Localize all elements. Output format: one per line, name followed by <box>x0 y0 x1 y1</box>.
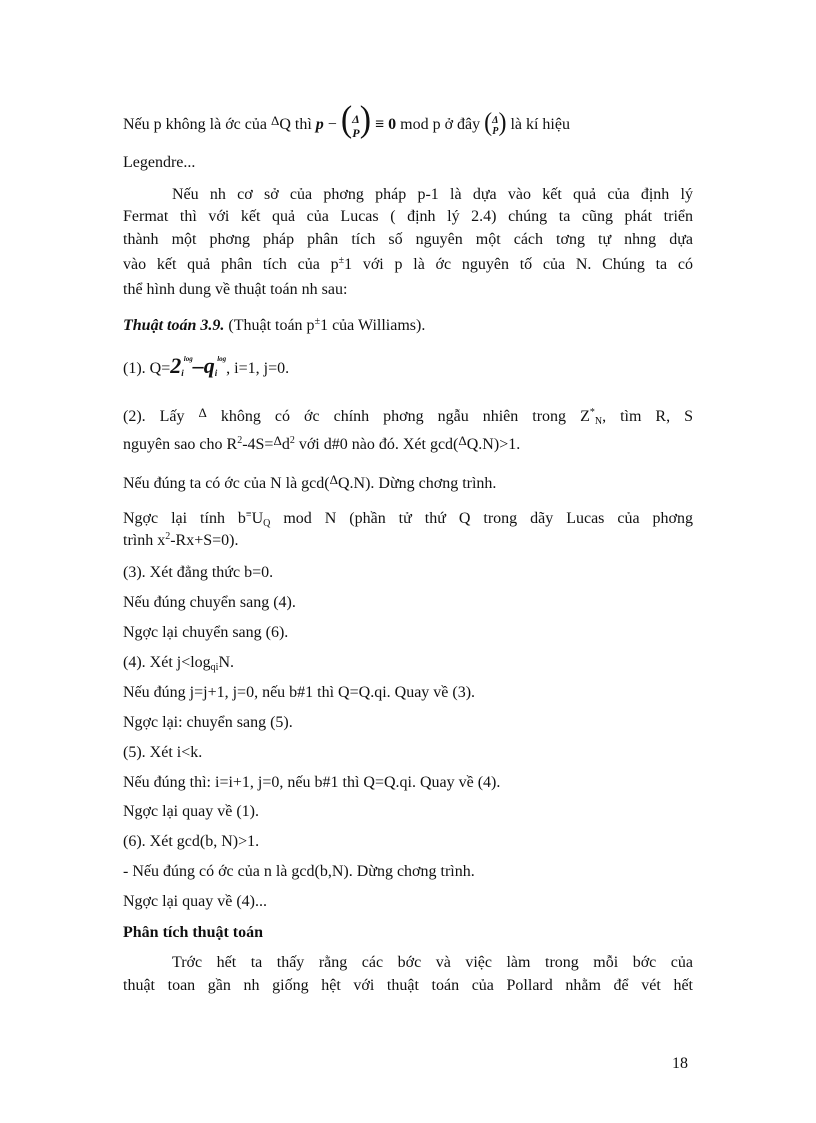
text: không có ớc chính phơng ngẫu nhiên trong Z <box>206 408 590 425</box>
step-3: (3). Xét đẳng thức b=0. <box>123 564 274 581</box>
plus-minus-symbol: ± <box>338 255 345 266</box>
delta-symbol: Δ <box>270 112 280 128</box>
step-4: (4). Xét $j<\log_{qi}N$. <box>123 654 235 673</box>
section-heading: Phân tích thuật toán <box>123 924 264 941</box>
frac-top: Δ <box>492 115 499 127</box>
algorithm-label: Thuật toán 3.9. <box>123 317 225 334</box>
legendre-symbol-2: (Δ P) <box>484 108 507 138</box>
delta-symbol: Δ <box>329 472 338 487</box>
step-3-yes: Nếu đúng chuyển sang (4). <box>123 594 296 611</box>
step-2-line-5: trình $x^2-Rx+S=0$). <box>123 531 239 549</box>
text: Nếu p không là ớc của <box>123 115 271 133</box>
step-4-no: Ngợc lại: chuyển sang (5). <box>123 714 293 731</box>
step-2-line-1 <box>123 403 693 427</box>
step-3-no: Ngợc lại chuyển sang (6). <box>123 624 289 641</box>
paragraph-line: thành một phơng pháp phân tích số nguyên một cách tơng tự nhng dựa <box>123 231 693 248</box>
step-6-yes: - Nếu đúng có ớc của n là gcd(b,N). Dừng chơng trình. <box>123 863 475 880</box>
text: là kí hiệu <box>506 115 570 133</box>
step-2-line-2: nguyên sao cho $R^2-4S=^\Delta d^2$ với d#0 nào đó. Xét gcd($^\Delta$Q.N)>1. <box>123 433 521 453</box>
text: 1 của Williams). <box>320 317 426 334</box>
page-number: 18 <box>672 1055 688 1072</box>
text: mod p ở đây <box>396 115 485 133</box>
delta-symbol: Δ <box>273 433 282 448</box>
formula-p: p <box>315 115 324 133</box>
step-5-no: Ngợc lại quay về (1). <box>123 803 259 820</box>
paragraph-line: thuật toan gần nh giống hệt với thuật toán của Pollard nhằm để vét hết <box>123 977 693 994</box>
text: 1 với p là ớc nguyên tố của N. Chúng ta có <box>344 256 694 273</box>
plus-minus-symbol: ± <box>314 316 321 327</box>
legendre-line <box>123 99 570 141</box>
step-5-yes: Nếu đúng thì: i=i+1, j=0, nếu b#1 thì Q=Q.qi. Quay về (4). <box>123 774 501 791</box>
text: (2). Lấy <box>123 408 199 425</box>
step-1 <box>123 353 290 379</box>
text: (Thuật toán p <box>224 317 315 334</box>
paragraph-line: Legendre... <box>123 154 196 171</box>
formula-q: $2_i^{log}-q_i^{log}$ <box>170 353 227 378</box>
formula-minus: − <box>323 115 341 133</box>
paragraph-line: Fermat thì với kết quả của Lucas ( định lý 2.4) chúng ta cũng phát triển <box>123 208 693 225</box>
text: vào kết quả phân tích của p <box>123 256 339 273</box>
frac-top: Δ <box>352 112 360 127</box>
paragraph-line <box>123 255 693 275</box>
text: , i=1, j=0. <box>226 360 290 377</box>
step-6-no: Ngợc lại quay về (4)... <box>123 893 267 910</box>
frac-bottom: P <box>352 126 360 141</box>
paragraph-line: Trớc hết ta thấy rằng các bớc và việc làm trong mỗi bớc của <box>172 954 693 971</box>
delta-symbol: Δ <box>458 433 467 448</box>
paragraph-line: Nếu nh cơ sở của phơng pháp p-1 là dựa vào kết quả của định lý <box>172 186 693 203</box>
frac-bottom: P <box>492 126 499 138</box>
delta-symbol: Δ <box>198 405 207 420</box>
text: , tìm R, S <box>602 408 694 425</box>
step-6: (6). Xét gcd(b, N)>1. <box>123 833 260 850</box>
legendre-symbol: (Δ P) <box>340 99 372 141</box>
superscript: * <box>589 407 595 418</box>
paragraph-line: thể hình dung về thuật toán nh sau: <box>123 281 348 298</box>
step-2-line-3: Nếu đúng ta có ớc của N là gcd($^\Delta$Q.N). Dừng chơng trình. <box>123 472 497 492</box>
step-2-line-4: Ngợc lại tính $b^\equiv U_Q$ mod N (phần tử thứ Q trong dãy Lucas của phơng <box>123 509 694 529</box>
algorithm-title <box>123 316 425 336</box>
subscript: N <box>594 416 603 427</box>
text: Q thì <box>279 115 316 133</box>
formula-congruence: ≡ 0 <box>371 115 397 133</box>
text: (1). Q= <box>123 360 171 377</box>
step-4-yes: Nếu đúng j=j+1, j=0, nếu b#1 thì Q=Q.qi. Quay về (3). <box>123 684 476 701</box>
step-5: (5). Xét i<k. <box>123 744 203 761</box>
